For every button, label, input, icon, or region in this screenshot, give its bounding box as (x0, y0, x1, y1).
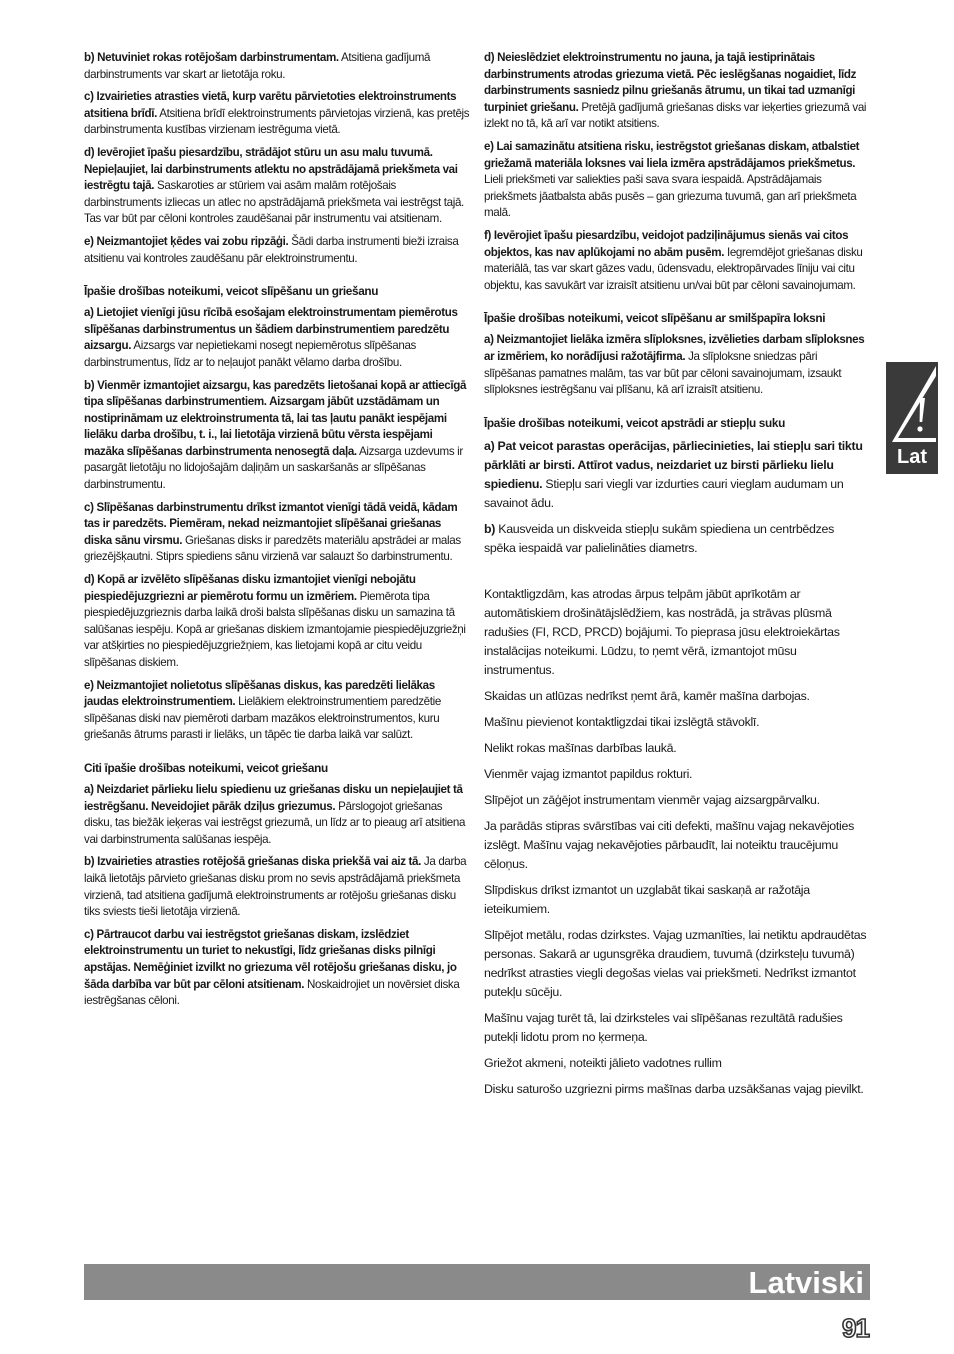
paragraph-bold-lead: b) Izvairieties atrasties rotējošā griešanas diska priekšā vai aiz tā. (84, 855, 422, 869)
footer-language-label: Latviski (748, 1265, 864, 1300)
paragraph-bold-lead: c) Izvairieties atrasties vietā, kurp varētu pārvietoties elektroinstruments atsitiena brīdī. (84, 90, 457, 120)
paragraph (84, 305, 470, 371)
paragraph-bold-lead: c) Slīpēšanas darbinstrumentu drīkst izmantot vienīgi tādā veidā, kādam tas ir paredzēts. Piemēram, nekad neizmantojiet slīpēšanai griešanas diska sānu virsmu. (84, 500, 458, 547)
paragraph-text: Slīpējot un zāģējot instrumentam vienmēr vajag aizsargpārvalku. (484, 792, 820, 807)
section-heading: Citi īpašie drošības noteikumi, veicot griešanu (84, 760, 328, 775)
footer-bar (84, 1264, 870, 1300)
paragraph-text: Aizsarga uzdevums ir pasargāt lietotāju no lidojošajām daļiņām un saskaršanās ar slīpēšanas darbinstrumentu. (84, 444, 463, 492)
paragraph-text: Piemērota tipa piespiedējuzgrieznis darba laikā droši balsta slīpēšanas disku un samazina tā salūšanas iespēju. Kopā ar griešanas diskiem izmantojamie piespiedējuzgriežņi var atšķirties no piespiedējuzgriežņiem, kas lietojami kopā ar citu veidu slīpēšanas diskiem. (84, 589, 466, 669)
paragraph-text: Aizsargs var nepietiekami nosegt nepiemērotus slīpēšanas darbinstrumentus, līdz ar to neļaujot panākt vēlamo darba drošību. (84, 339, 416, 369)
paragraph (84, 572, 470, 672)
paragraph-text: Griešanas disks ir paredzēts materiālu apstrādei ar malas griezējšķautni. Stiprs spiediens sānu virzienā var salauzt šo darbinstrumentu. (84, 533, 461, 564)
section-heading: Īpašie drošības noteikumi, veicot apstrādi ar stiepļu suku (484, 415, 785, 430)
paragraph-text: Lielākiem elektroinstrumentiem paredzētie slīpēšanas diski nav piemēroti darbam mazākos elektroinstrumentos, kuru griešanās ātrums parasti ir lielāks, un tāpēc tie darba laikā var salūzt. (84, 695, 441, 742)
paragraph-text: Mašīnu pievienot kontaktligzdai tikai izslēgtā stāvoklī. (484, 714, 760, 729)
paragraph (484, 739, 868, 758)
paragraph-bold-lead: b) Vienmēr izmantojiet aizsargu, kas paredzēts lietošanai kopā ar attiecīgā tipa slīpēšanas darbinstrumentiem. Aizsargam jābūt uzstādāmam un nostiprināmam uz elektroinstrumenta tā, lai tas ļautu panākt iespējami lielāku darba drošību, t. i., lai lietotāja virzienā būtu vērsta iespējami mazāka slīpēšanas darbinstrumenta nenosegtā daļa. (84, 378, 467, 458)
paragraph (484, 139, 868, 222)
spacer (484, 565, 868, 585)
paragraph (484, 1009, 868, 1047)
paragraph-bold-lead: d) Kopā ar izvēlēto slīpēšanas disku izmantojiet vienīgi nebojātu piespiedējuzgriezni ar piemērotu formu un izmēriem. (84, 573, 416, 603)
paragraph (484, 1080, 868, 1099)
paragraph-text: Kontaktligzdām, kas atrodas ārpus telpām jābūt aprīkotām ar automātiskiem drošinātājslēdžiem, kas nostrādā, ja strāvas plūsmā radušies (FI, RCD, PRCD) bojājumi. To pieprasa jūsu elektroiekārtas instalācijas noteikumi. Lūdzu, to ņemt vērā, izmantojot mūsu instrumentus. (484, 586, 840, 677)
paragraph (484, 585, 868, 680)
paragraph-bold-lead: c) Pārtraucot darbu vai iestrēgstot griešanas diskam, izslēdziet elektroinstrumentu un turiet to nekustīgi, līdz griešanas disks pilnīgi apstājas. Nemēģiniet izvilkt no griezuma vēl rotējošu griešanas disku, jo šāda darbība var būt par cēloni atsitienam. (84, 927, 457, 991)
paragraph (484, 437, 868, 513)
paragraph (484, 332, 868, 398)
paragraph (484, 926, 868, 1002)
paragraph (84, 927, 470, 1010)
paragraph (84, 378, 470, 494)
paragraph-bold-lead: d) Neieslēdziet elektroinstrumentu no jauna, ja tajā iestiprinātais darbinstruments atrodas griezuma vietā. Pēc ieslēgšanas nogaidiet, līdz darbinstruments sasniedz pilnu griešanās ātrumu, un tikai tad uzmanīgi turpiniet griešanu. (484, 51, 857, 114)
paragraph-bold-lead: a) Neizdariet pārlieku lielu spiedienu uz griešanas disku un nepieļaujiet tā iestrēgšanu. Neveidojiet pārāk dziļus griezumus. (84, 782, 463, 813)
paragraph-text: Skaidas un atlūzas nedrīkst ņemt ārā, kamēr mašīna darbojas. (484, 688, 810, 703)
section-heading: Īpašie drošības noteikumi, veicot slīpēšanu un griešanu (84, 284, 379, 299)
paragraph-text: Atsitiena gadījumā darbinstruments var skart ar lietotāja roku. (84, 51, 431, 81)
paragraph-text: Mašīnu vajag turēt tā, lai dzirksteles vai slīpēšanas rezultātā radušies putekļi lidotu prom no ķermeņa. (484, 1010, 843, 1044)
paragraph (484, 881, 868, 919)
paragraph-text: Kausveida un diskveida stiepļu sukām spiediena un centrbēdzes spēka iespaidā var palielināties diametrs. (484, 521, 834, 555)
paragraph-bold-lead: e) Neizmantojiet ķēdes vai zobu ripzāģi. (84, 234, 289, 248)
paragraph (84, 678, 470, 744)
paragraph (484, 713, 868, 732)
paragraph-text: Saskaroties ar stūriem vai asām malām rotējošais darbinstruments izliecas un atlec no apstrādājamā priekšmeta vai iestrēgst tajā. Tas var būt par cēloni kontroles zaudēšanai pār instrumentu vai atsitienam. (84, 179, 464, 226)
paragraph-text: Stiepļu sari viegli var izdurties cauri vieglam audumam un savainot ādu. (484, 476, 844, 510)
paragraph (84, 89, 470, 139)
right-column (484, 50, 868, 1106)
paragraph-text: Disku saturošo uzgriezni pirms mašīnas darba uzsākšanas vajag pievilkt. (484, 1081, 864, 1096)
paragraph (484, 765, 868, 784)
paragraph-text: Slīpējot metālu, rodas dzirkstes. Vajag uzmanīties, lai netiktu apdraudētas personas. Sakarā ar ugunsgrēka draudiem, tuvumā (dzirksteļu tuvumā) nedrīkst atrasties viegli degošas vielas vai priekšmeti. Nedrīkst izmantot putekļu sūcēju. (484, 927, 867, 999)
paragraph (484, 228, 868, 294)
paragraph-bold-lead: a) Lietojiet vienīgi jūsu rīcībā esošajam elektroinstrumentam piemērotus slīpēšanas darbinstrumentus un šādiem darbinstrumentiem paredzētu aizsargu. (84, 306, 458, 353)
paragraph (84, 500, 470, 566)
paragraph-text: Ja parādās stipras svārstības vai citi defekti, mašīnu vajag nekavējoties izslēgt. Mašīnu vajag nekavējoties pārbaudīt, lai noteiktu traucējumu cēloņus. (484, 818, 854, 871)
left-column (84, 50, 470, 1016)
paragraph-text: Griežot akmeni, noteikti jālieto vadotnes rullim (484, 1055, 722, 1070)
section-heading: Īpašie drošības noteikumi, veicot slīpēšanu ar smilšpapīra loksni (484, 311, 826, 326)
paragraph (84, 854, 470, 920)
paragraph (84, 782, 470, 848)
paragraph-text: Noskaidrojiet un novērsiet diska iestrēgšanas cēloni. (84, 977, 460, 1008)
paragraph-text: Atsitiena brīdī elektroinstruments pārvietojas virzienā, kas pretējs darbinstrumenta kustības virzienam iestrēguma vietā. (84, 106, 470, 137)
paragraph-text: Vienmēr vajag izmantot papildus rokturi. (484, 766, 693, 781)
paragraph-bold-lead: f) Ievērojiet īpašu piesardzību, veidojot padziļinājumus sienās vai citos objektos, kas nav aplūkojami no abām pusēm. (484, 228, 849, 259)
paragraph-text: Pārslogojot griešanas disku, tas biežāk ieķeras vai iestrēgst griezumā, un līdz ar to pieaug arī atsitiena vai darbinstrumenta salūšanas iespēja. (84, 799, 466, 846)
paragraph (84, 234, 470, 267)
language-side-tab (886, 362, 938, 474)
paragraph (84, 50, 470, 83)
paragraph-text: Pretējā gadījumā griešanas disks var ieķerties griezumā vai izlekt no tā, kā arī var notikt atsitiens. (484, 100, 867, 131)
paragraph (484, 50, 868, 133)
paragraph (484, 520, 868, 558)
paragraph (484, 817, 868, 874)
page-number: 91 (842, 1313, 869, 1343)
paragraph-bold-lead: b) Netuviniet rokas rotējošam darbinstrumentam. (84, 51, 339, 64)
paragraph-text: Šādi darba instrumenti bieži izraisa atsitienu vai kontroles zaudēšanu pār elektroinstrumentu. (84, 234, 459, 265)
paragraph-bold-lead: a) Neizmantojiet lielāka izmēra slīploksnes, izvēlieties darbam slīploksnes ar izmēriem, ko norādījusi ražotājfirma. (484, 333, 865, 363)
side-tab-label: Lat (897, 446, 927, 468)
warning-exclamation-icon (886, 362, 938, 442)
paragraph-bold-lead: b) (484, 521, 496, 536)
paragraph-bold-lead: e) Neizmantojiet nolietotus slīpēšanas diskus, kas paredzēti lielākas jaudas elektroinstrumentiem. (84, 678, 435, 709)
paragraph-text: Nelikt rokas mašīnas darbības laukā. (484, 740, 677, 755)
paragraph-bold-lead: a) Pat veicot parastas operācijas, pārliecinieties, lai stiepļu sari tiktu pārklāti ar birsti. Attīrot vadus, neizdariet uz birsti pārlieku lielu spiedienu. (484, 438, 863, 491)
paragraph (84, 145, 470, 228)
paragraph (484, 687, 868, 706)
paragraph-text: Ja darba laikā lietotājs pārvieto griešanas disku prom no sevis apstrādājamā priekšmeta virzienā, tad atsitiena gadījumā elektroinstruments ar rotējošu griešanas disku tiks sviests tieši lietotāja virzienā. (84, 855, 467, 919)
paragraph-bold-lead: e) Lai samazinātu atsitiena risku, iestrēgstot griešanas diskam, atbalstiet griežamā materiāla loksnes vai liela izmēra apstrādājamos priekšmetus. (484, 139, 860, 170)
paragraph-text: Ja slīploksne sniedzas pāri slīpēšanas pamatnes malām, tas var būt par cēloni savainojumam, izsaukt slīploksnes iestrēgšanu vai plīšanu, kā arī izraisīt atsitienu. (484, 349, 842, 397)
paragraph-text: Iegremdējot griešanas disku materiālā, tas var skart gāzes vadu, ūdensvadu, elektropārvades līniju vai citu objektu, kas savukārt var izraisīt atsitienu un/vai būt par cēloni savainojumam. (484, 245, 863, 292)
paragraph-text: Slīpdiskus drīkst izmantot un uzglabāt tikai saskaņā ar ražotāja ieteikumiem. (484, 882, 810, 916)
paragraph-text: Lieli priekšmeti var saliekties paši sava svara iespaidā. Apstrādājamais priekšmets jāatbalsta abās pusēs – gan griezuma tuvumā, gan arī priekšmeta malā. (484, 173, 857, 220)
paragraph (484, 1054, 868, 1073)
paragraph-bold-lead: d) Ievērojiet īpašu piesardzību, strādājot stūru un asu malu tuvumā. Nepieļaujiet, lai darbinstruments atlektu no apstrādājamā priekšmeta vai iestrēgtu tajā. (84, 145, 458, 193)
paragraph (484, 791, 868, 810)
